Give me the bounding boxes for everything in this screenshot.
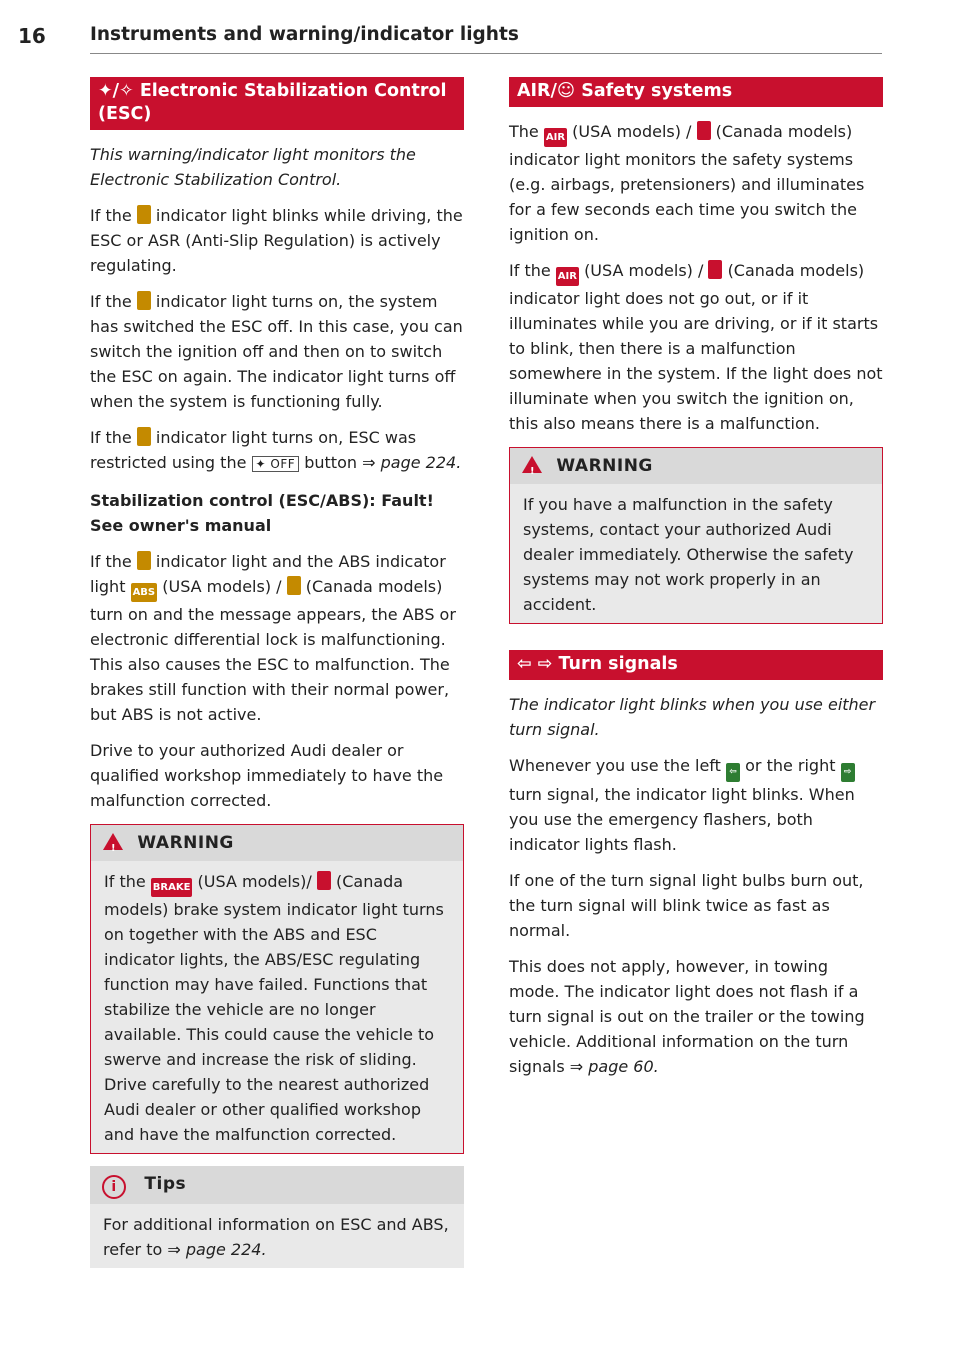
safety-heading-icon: AIR/☺	[517, 81, 576, 101]
esc-indicator-icon	[137, 205, 151, 224]
right-column	[509, 77, 883, 1090]
tips-header: i Tips	[90, 1166, 464, 1204]
info-icon: i	[102, 1175, 126, 1199]
fault-heading: Stabilization control (ESC/ABS): Fault! See owner's manual	[90, 491, 434, 535]
esc-paragraph-3: If the indicator light turns on, ESC was restricted using the ✦ OFF button ⇒ page 224.	[90, 428, 462, 472]
turn-paragraph-2: If one of the turn signal light bulbs burn out, the turn signal will blink twice as fast as normal.	[509, 871, 864, 940]
page-number: 16	[18, 24, 46, 48]
warning-body: If you have a malfunction in the safety systems, contact your authorized Audi dealer immediately. Otherwise the safety systems may not work properly in an accident.	[510, 484, 882, 623]
warning-header: ! WARNING	[91, 825, 463, 861]
esc-off-indicator-icon	[137, 427, 151, 446]
warning-triangle-icon: !	[522, 456, 542, 473]
turn-paragraph-1: Whenever you use the left ⇦ or the right ⇨ turn signal, the indicator light blinks. When you use the emergency flashers, both indicator lights flash.	[509, 756, 855, 854]
turn-paragraph-3: This does not apply, however, in towing mode. The indicator light does not flash if a turn signal is out on the trailer or the towing vehicle. Additional information on the turn signals ⇒ page 60.	[509, 957, 865, 1076]
abs-canada-indicator-icon	[287, 576, 301, 595]
header-rule	[90, 53, 882, 54]
warning-triangle-icon: !	[103, 833, 123, 850]
esc-indicator-icon	[137, 551, 151, 570]
turn-heading-text: Turn signals	[558, 654, 678, 674]
airbag-canada-indicator-icon	[708, 260, 722, 279]
safety-paragraph-1: The AIR (USA models) / (Canada models) indicator light monitors the safety systems (e.g. airbags, pretensioners) and illuminates for a few seconds each time you switch the ignition on.	[509, 122, 865, 244]
warning-header: ! WARNING	[510, 448, 882, 484]
tips-body: For additional information on ESC and ABS, refer to ⇒ page 224.	[90, 1204, 464, 1268]
safety-heading-text: Safety systems	[581, 81, 733, 101]
esc-off-button-label: ✦ OFF	[252, 456, 300, 472]
abs-indicator-icon: ABS	[131, 583, 158, 602]
airbag-indicator-icon: AIR	[544, 128, 567, 147]
esc-tips-box	[90, 1166, 464, 1268]
safety-paragraph-2: If the AIR (USA models) / (Canada models) indicator light does not go out, or if it illuminates while you are driving, or if it starts to blink, then there is a malfunction somewhere in the system. If the light does not illuminate when you switch the ignition on, this also means there is a malfunction.	[509, 261, 883, 433]
right-turn-indicator-icon: ⇨	[841, 763, 855, 782]
page-title: Instruments and warning/indicator lights	[90, 24, 519, 45]
esc-paragraph-5: Drive to your authorized Audi dealer or qualified workshop immediately to have the malfunction corrected.	[90, 741, 444, 810]
airbag-canada-indicator-icon	[697, 121, 711, 140]
esc-heading	[90, 77, 464, 130]
warning-body: If the BRAKE (USA models)/ (Canada models) brake system indicator light turns on together with the ABS and ESC indicator lights, the ABS/ESC regulating function may have failed. Functions that stabilize the vehicle are no longer available. This could cause the vehicle to swerve and increase the risk of sliding. Drive carefully to the nearest authorized Audi dealer or other qualified workshop and have the malfunction corrected.	[91, 861, 463, 1153]
esc-intro: This warning/indicator light monitors the Electronic Stabilization Control.	[90, 145, 416, 189]
page-reference-link[interactable]: ⇒ page 224.	[362, 453, 462, 472]
turn-heading-icon: ⇦ ⇨	[517, 654, 553, 674]
turn-heading	[509, 650, 883, 680]
left-turn-indicator-icon: ⇦	[726, 763, 740, 782]
turn-intro: The indicator light blinks when you use either turn signal.	[509, 695, 876, 739]
esc-paragraph-2: If the indicator light turns on, the system has switched the ESC off. In this case, you can switch the ignition off and then on to switch the ESC on again. The indicator light turns off when the system is functioning fully.	[90, 292, 463, 411]
safety-warning-box	[509, 447, 883, 624]
esc-paragraph-1: If the indicator light blinks while driving, the ESC or ASR (Anti-Slip Regulation) is actively regulating.	[90, 206, 463, 275]
page-reference-link[interactable]: ⇒ page 224.	[167, 1240, 267, 1259]
esc-heading-icon: ✦/✧	[98, 81, 134, 101]
left-column	[90, 77, 464, 1280]
brake-canada-indicator-icon	[317, 871, 331, 890]
esc-paragraph-4: If the indicator light and the ABS indicator light ABS (USA models) / (Canada models) turn on and the message appears, the ABS or electronic differential lock is malfunctioning. This also causes the ESC to malfunction. The brakes still function with their normal power, but ABS is not active.	[90, 552, 456, 724]
page-reference-link[interactable]: ⇒ page 60.	[569, 1057, 659, 1076]
esc-warning-box	[90, 824, 464, 1154]
esc-heading-text: Electronic Stabilization Control (ESC)	[98, 81, 447, 124]
airbag-indicator-icon: AIR	[556, 267, 579, 286]
brake-indicator-icon: BRAKE	[151, 878, 193, 897]
esc-indicator-icon	[137, 291, 151, 310]
safety-heading	[509, 77, 883, 107]
